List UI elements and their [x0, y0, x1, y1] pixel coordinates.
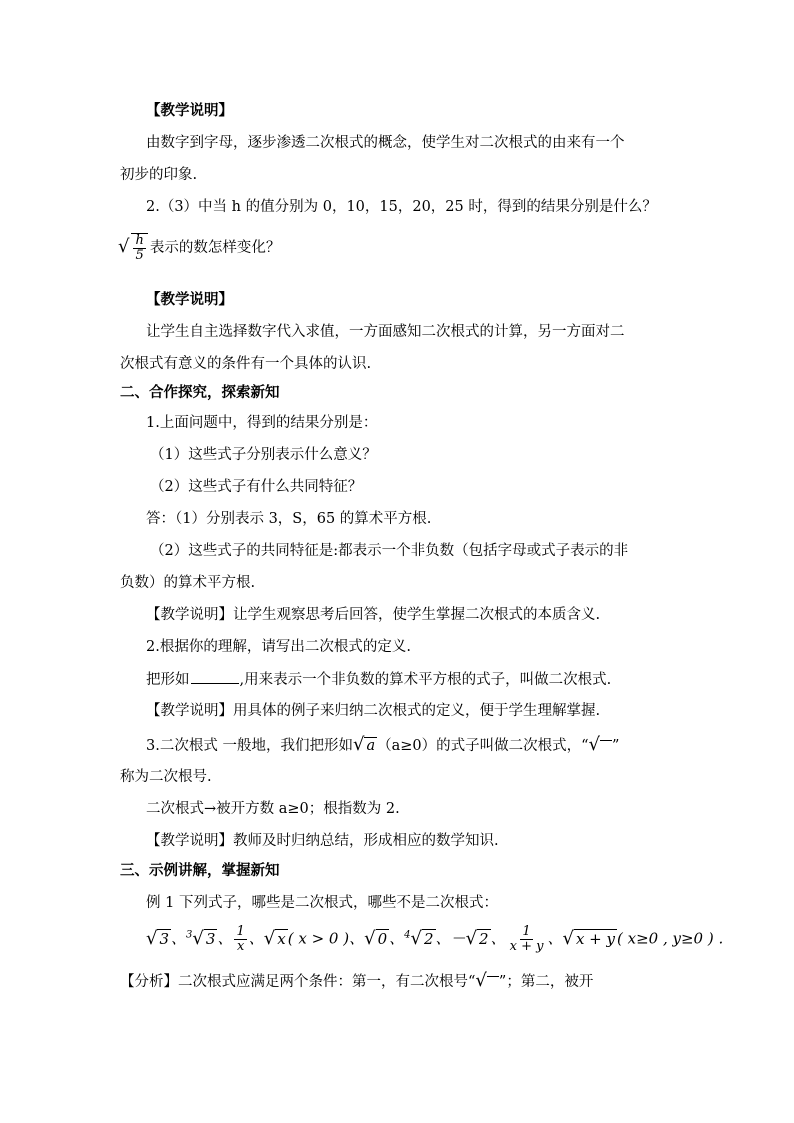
condition: ( x≥0 , y≥0 ) .	[617, 929, 724, 948]
paragraph-line: 2.根据你的理解，请写出二次根式的定义.	[146, 639, 411, 655]
answer-line: 答：（1）分别表示 3，S，65 的算术平方根.	[146, 511, 432, 527]
paragraph-line: 由数字到字母，逐步渗透二次根式的概念，使学生对二次根式的由来有一个	[146, 135, 625, 151]
paragraph-line: （2）这些式子的共同特征是:都表示一个非负数（包括字母或式子表示的非	[150, 543, 629, 559]
fraction-denominator: 5	[135, 248, 144, 263]
paragraph-text: ”；第二，被开	[498, 974, 594, 990]
paragraph-line: 让学生自主选择数字代入求值，一方面感知二次根式的计算，另一方面对二	[146, 324, 625, 340]
sqrt-x-plus-y: √ x + y	[562, 927, 615, 949]
paragraph-text: 3.二次根式 一般地，我们把形如	[146, 738, 353, 754]
teaching-note-line: 【教学说明】让学生观察思考后回答，使学生掌握二次根式的本质含义.	[146, 607, 601, 623]
teaching-note-line: 【教学说明】教师及时归纳总结，形成相应的数学知识.	[146, 833, 499, 849]
paragraph-line: 次根式有意义的条件有一个具体的认识.	[120, 356, 372, 372]
example-1: 例 1 下列式子，哪些是二次根式，哪些不是二次根式：	[146, 895, 498, 911]
radical-icon: √	[118, 236, 130, 257]
paragraph-text: 把形如	[146, 672, 190, 688]
paragraph-line: （1）这些式子分别表示什么意义？	[150, 447, 377, 463]
section-heading-2: 二、合作探究，探索新知	[120, 384, 280, 401]
paragraph-line: （2）这些式子有什么共同特征？	[150, 479, 363, 495]
example-1-expressions: √ 3 、$^3$√ 3 、 $\frac{1}{x}$ 、√ x ( x > 0 )、√ 0 、$^4$√ 2 、－√ 2 、 $\frac{1}{x + y}$ 、√ x + y ( x≥0 , y≥0 ) .	[146, 924, 724, 954]
cube-root-3: √ 3	[192, 927, 216, 949]
teaching-note-line: 【教学说明】用具体的例子来归纳二次根式的定义，便于学生理解掌握.	[146, 703, 601, 719]
root-index: 4	[404, 929, 411, 941]
section-heading-3: 三、示例讲解，掌握新知	[120, 862, 280, 879]
question-2-continuation	[118, 233, 280, 263]
fraction-numerator: h	[135, 233, 144, 248]
fraction-1-over-x-plus-y: $\frac{1}{x + y}$	[509, 924, 544, 954]
paragraph-text: （a≥0）的式子叫做二次根式，“	[377, 738, 589, 754]
sqrt-x: √ x	[263, 927, 286, 949]
radicand: a	[366, 738, 376, 754]
sqrt-h-over-5	[118, 233, 150, 263]
condition: ( x > 0 )	[287, 929, 350, 948]
paragraph-line: 1.上面问题中，得到的结果分别是：	[146, 415, 378, 431]
fraction-1-over-x: $\frac{1}{x}$	[236, 924, 245, 954]
sqrt-a	[353, 735, 377, 756]
paragraph-line: 二次根式→被开方数 a≥0；根指数为 2.	[146, 801, 400, 817]
teaching-note-heading-1: 【教学说明】	[146, 102, 233, 119]
definition-line	[146, 669, 611, 690]
paragraph-line: 负数）的算术平方根.	[120, 575, 256, 591]
fill-blank	[191, 669, 239, 684]
sqrt-0: √ 0	[364, 927, 388, 949]
paragraph-text: ,用来表示一个非负数的算术平方根的式子，叫做二次根式.	[239, 672, 612, 688]
analysis-line	[120, 971, 593, 992]
radical-sign-icon: √	[475, 970, 487, 991]
root-index: 3	[186, 929, 193, 941]
teaching-note-heading-2: 【教学说明】	[146, 291, 233, 308]
definition-line-3	[146, 735, 619, 756]
paragraph-text: ”	[612, 738, 620, 754]
fourth-root-2: √ 2	[410, 927, 434, 949]
paragraph-line: 初步的印象.	[120, 167, 198, 183]
sqrt-2: √ 2	[465, 927, 489, 949]
radical-icon: √	[352, 734, 365, 755]
paragraph-line: 称为二次根号.	[120, 769, 212, 785]
paragraph-text: 【分析】二次根式应满足两个条件：第一，有二次根号“	[120, 974, 476, 990]
radical-sign-icon: √	[588, 734, 601, 755]
paragraph-text: 表示的数怎样变化？	[149, 240, 281, 256]
question-2: 2.（3）中当 h 的值分别为 0，10，15，20，25 时，得到的结果分别是什么？	[146, 199, 657, 215]
sqrt-3: √ 3	[146, 927, 170, 949]
